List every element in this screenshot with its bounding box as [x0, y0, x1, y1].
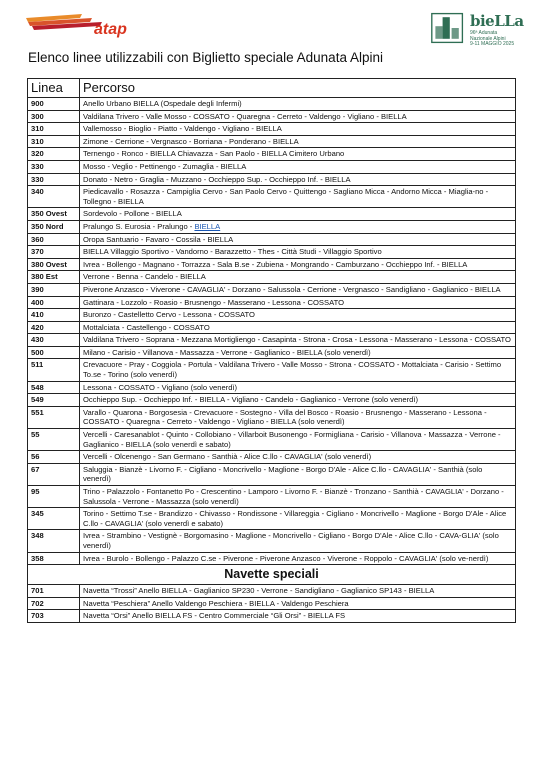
- line-code: 511: [28, 359, 80, 381]
- table-row: [28, 283, 516, 296]
- table-row: [28, 508, 516, 530]
- line-route: [80, 451, 516, 464]
- line-code: 95: [28, 486, 80, 508]
- table-row: [28, 186, 516, 208]
- table-row: [28, 246, 516, 259]
- table-row: [28, 220, 516, 233]
- route-text: Saluggia - Bianzè - Livorno F. - Cigliano - Moncrivello - Maglione - Borgo D'Ale - Alice C.llo - CAVAGLIA' - Santhià (solo venerdì): [83, 464, 483, 484]
- route-text: Navetta “Peschiera” Anello Valdengo Peschiera - BIELLA - Valdengo Peschiera: [83, 598, 349, 608]
- table-header-row: [28, 79, 516, 98]
- line-route: [80, 359, 516, 381]
- route-text: Donato - Netro - Graglia - Muzzano - Occhieppo Sup. - Occhieppo Inf. - BIELLA: [83, 174, 351, 184]
- line-code: 350 Nord: [28, 220, 80, 233]
- line-route: [80, 486, 516, 508]
- table-row: [28, 208, 516, 221]
- line-route: [80, 309, 516, 322]
- table-row: [28, 334, 516, 347]
- line-code: 370: [28, 246, 80, 259]
- table-row: [28, 160, 516, 173]
- line-route: [80, 135, 516, 148]
- line-route: [80, 429, 516, 451]
- line-route: [80, 321, 516, 334]
- line-code: 340: [28, 186, 80, 208]
- line-code: 350 Ovest: [28, 208, 80, 221]
- line-route: [80, 508, 516, 530]
- line-code: 420: [28, 321, 80, 334]
- line-route: [80, 220, 516, 233]
- line-code: 330: [28, 160, 80, 173]
- route-text: Oropa Santuario - Favaro - Cossila - BIELLA: [83, 234, 234, 244]
- table-row: [28, 110, 516, 123]
- table-row: [28, 359, 516, 381]
- route-text: Trino - Palazzolo - Fontanetto Po - Crescentino - Lamporo - Livorno F. - Bianzè - Tronzano - Santhià - CAVAGLIA' - Dorzano - Salussola - Verrone - Massazza (solo venerdì): [83, 487, 504, 506]
- line-route: [80, 346, 516, 359]
- line-code: 703: [28, 610, 80, 623]
- line-code: 548: [28, 381, 80, 394]
- table-row: [28, 296, 516, 309]
- route-text: Navetta “Orsi” Anello BIELLA FS - Centro Commerciale “Gli Orsi” - BIELLA FS: [83, 611, 346, 621]
- line-code: 410: [28, 309, 80, 322]
- route-text: Torino - Settimo T.se - Brandizzo - Chivasso - Rondissone - Villareggia - Cigliano - Moncrivello - Maglione - Borgo D'Ale - Alice C.llo - CAVAGLIA' (solo venerdì e sabato): [83, 509, 507, 528]
- table-row: [28, 381, 516, 394]
- lines-table: [27, 78, 516, 623]
- table-row: [28, 451, 516, 464]
- table-row: [28, 233, 516, 246]
- column-header-percorso: Percorso: [80, 79, 516, 98]
- route-text: Mottalciata - Castellengo - COSSATO: [83, 322, 210, 332]
- line-code: 320: [28, 148, 80, 161]
- route-text: Milano - Carisio - Villanova - Massazza - Verrone - Gaglianico - BIELLA (solo venerdì): [83, 347, 371, 357]
- route-text: Navetta “Trossi” Anello BIELLA - Gaglianico SP230 - Verrone - Sandigliano - Gaglianico SP143 - BIELLA: [83, 586, 435, 596]
- table-row: [28, 258, 516, 271]
- table-row: [28, 123, 516, 136]
- line-route: [80, 283, 516, 296]
- table-row: [28, 429, 516, 451]
- route-text: Anello Urbano BIELLA (Ospedale degli Infermi): [83, 99, 242, 108]
- line-route: [80, 123, 516, 136]
- line-route: [80, 110, 516, 123]
- table-row: [28, 309, 516, 322]
- line-code: 310: [28, 135, 80, 148]
- line-code: 360: [28, 233, 80, 246]
- line-code: 310: [28, 123, 80, 136]
- table-row: [28, 321, 516, 334]
- route-text: BIELLA Villaggio Sportivo - Vandorno - Barazzetto - Thes - Città Studi - Villaggio Sportivo: [83, 247, 382, 257]
- line-route: [80, 160, 516, 173]
- table-row: [28, 486, 516, 508]
- page-header: [0, 0, 543, 50]
- table-row: [28, 585, 516, 598]
- route-text: Gattinara - Lozzolo - Roasio - Brusnengo - Masserano - Lessona - COSSATO: [83, 297, 344, 307]
- route-text: Occhieppo Sup. - Occhieppo Inf. - BIELLA - Vigliano - Candelo - Gaglianico - Verrone (solo venerdì): [83, 395, 419, 405]
- line-route: [80, 463, 516, 485]
- line-code: 345: [28, 508, 80, 530]
- route-text: Verrone - Benna - Candelo - BIELLA: [83, 272, 206, 282]
- route-text: Lessona - COSSATO - Vigliano (solo venerdì): [83, 382, 238, 392]
- line-code: 551: [28, 406, 80, 428]
- line-route: [80, 271, 516, 284]
- route-text: Mosso - Veglio - Pettinengo - Zumaglia - BIELLA: [83, 161, 247, 171]
- route-text: Pralungo S. Eurosia - Pralungo -: [83, 221, 195, 231]
- route-text: Piedicavallo - Rosazza - Campiglia Cervo - San Paolo Cervo - Quittengo - Sagliano Micca - Andorno Micca - Miaglia-no - Tollegno - BIELLA: [83, 187, 489, 206]
- table-row: [28, 148, 516, 161]
- line-code: 390: [28, 283, 80, 296]
- line-route: [80, 246, 516, 259]
- line-code: 300: [28, 110, 80, 123]
- line-code: 380 Est: [28, 271, 80, 284]
- line-route: [80, 334, 516, 347]
- atap-logo: [22, 8, 142, 40]
- route-text: Ivrea - Strambino - Vestignè - Borgomasino - Maglione - Moncrivello - Cigliano - Borgo D'Ale - Alice C.llo - CAVA-GLIA' (solo venerdì): [83, 531, 499, 550]
- route-text: Valdilana Trivero - Valle Mosso - COSSATO - Quaregna - Cerreto - Valdengo - Vigliano - BIELLA: [83, 111, 407, 121]
- route-text: Sordevolo - Pollone - BIELLA: [83, 209, 182, 219]
- table-row: [28, 173, 516, 186]
- line-route: [80, 98, 516, 111]
- line-route: [80, 552, 516, 565]
- route-text: Piverone Anzasco - Viverone - CAVAGLIA' - Dorzano - Salussola - Cerrione - Vergnasco - Sandigliano - Gaglianico - BIELLA: [83, 284, 501, 294]
- line-route: [80, 173, 516, 186]
- line-code: 430: [28, 334, 80, 347]
- line-route: [80, 186, 516, 208]
- line-code: 900: [28, 98, 80, 111]
- table-row: [28, 530, 516, 552]
- line-route: [80, 233, 516, 246]
- route-text: Ternengo - Ronco - BIELLA Chiavazza - San Paolo - BIELLA Cimitero Urbano: [83, 149, 345, 159]
- column-header-linea: Linea: [28, 79, 80, 98]
- route-text: Vercelli - Caresanablot - Quinto - Collobiano - Villarboit Busonengo - Formigliana - Carisio - Villanova - Massazza - Verrone - Gaglianico - BIELLA (solo venerdì e sabato): [83, 430, 501, 449]
- table-row: [28, 463, 516, 485]
- line-code: 549: [28, 394, 80, 407]
- line-code: 330: [28, 173, 80, 186]
- table-row: [28, 98, 516, 111]
- line-route: [80, 296, 516, 309]
- line-route: [80, 258, 516, 271]
- line-code: 701: [28, 585, 80, 598]
- line-route: [80, 610, 516, 623]
- line-route: [80, 406, 516, 428]
- route-text: Vercelli - Olcenengo - San Germano - Santhià - Alice C.llo - CAVAGLIA' (solo venerdì): [83, 452, 372, 462]
- table-row: [28, 406, 516, 428]
- svg-text:atap: atap: [94, 21, 127, 38]
- line-code: 56: [28, 451, 80, 464]
- route-text: Zimone - Cerrione - Vergnasco - Borriana - Ponderano - BIELLA: [83, 136, 299, 146]
- table-row: [28, 346, 516, 359]
- table-row: [28, 552, 516, 565]
- route-text: Ivrea - Bollengo - Magnano - Torrazza - Sala B.se - Zubiena - Mongrando - Camburzano - Occhieppo Inf. - BIELLA: [83, 259, 468, 269]
- line-route: [80, 208, 516, 221]
- route-text: Varallo - Quarona - Borgosesia - Crevacuore - Sostegno - Villa del Bosco - Roasio - Brusnengo - Masserano - Lessona - COSSATO - Quaregna - Cerreto - Valdengo - Vigliano - BIELLA (solo venerdì): [83, 407, 487, 427]
- route-text: Crevacuore - Pray - Coggiola - Portula - Valdilana Trivero - Valle Mosso - Strona - COSSATO - Mottalciata - Carisio - Settimo To.se - Torino (solo venerdì): [83, 360, 502, 380]
- route-link[interactable]: BIELLA: [194, 221, 221, 231]
- line-route: [80, 597, 516, 610]
- route-text: Vallemosso - Bioglio - Piatto - Valdengo - Vigliano - BIELLA: [83, 124, 282, 134]
- line-code: 500: [28, 346, 80, 359]
- line-code: 55: [28, 429, 80, 451]
- table-row: [28, 271, 516, 284]
- line-route: [80, 585, 516, 598]
- line-code: 702: [28, 597, 80, 610]
- line-route: [80, 381, 516, 394]
- table-row: [28, 135, 516, 148]
- table-row: [28, 610, 516, 623]
- line-code: 358: [28, 552, 80, 565]
- section-row: [28, 565, 516, 585]
- line-route: [80, 148, 516, 161]
- line-code: 348: [28, 530, 80, 552]
- table-row: [28, 597, 516, 610]
- route-text: Buronzo - Castelletto Cervo - Lessona - COSSATO: [83, 310, 255, 320]
- section-title: Navette speciali: [28, 565, 516, 585]
- line-code: 400: [28, 296, 80, 309]
- table-row: [28, 394, 516, 407]
- page-title: Elenco linee utilizzabili con Biglietto speciale Adunata Alpini: [28, 50, 383, 65]
- route-text: Ivrea - Burolo - Bollengo - Palazzo C.se - Piverone - Piverone Anzasco - Viverone - Roppolo - CAVAGLIA' (solo ve-nerdì): [83, 553, 489, 563]
- adunata-logo-emblem: [430, 10, 466, 46]
- line-code: 380 Ovest: [28, 258, 80, 271]
- adunata-logo-word: bieLLa: [470, 12, 524, 30]
- table-body: [28, 98, 516, 623]
- adunata-logo-subtitle: 96ª Adunata Nazionale Alpini 9-11 MAGGIO 2025: [470, 30, 515, 47]
- route-text: Valdilana Trivero - Soprana - Mezzana Mortigliengo - Casapinta - Strona - Crosa - Lessona - Masserano - Lessona - COSSATO: [83, 335, 511, 345]
- line-route: [80, 394, 516, 407]
- line-code: 67: [28, 463, 80, 485]
- line-route: [80, 530, 516, 552]
